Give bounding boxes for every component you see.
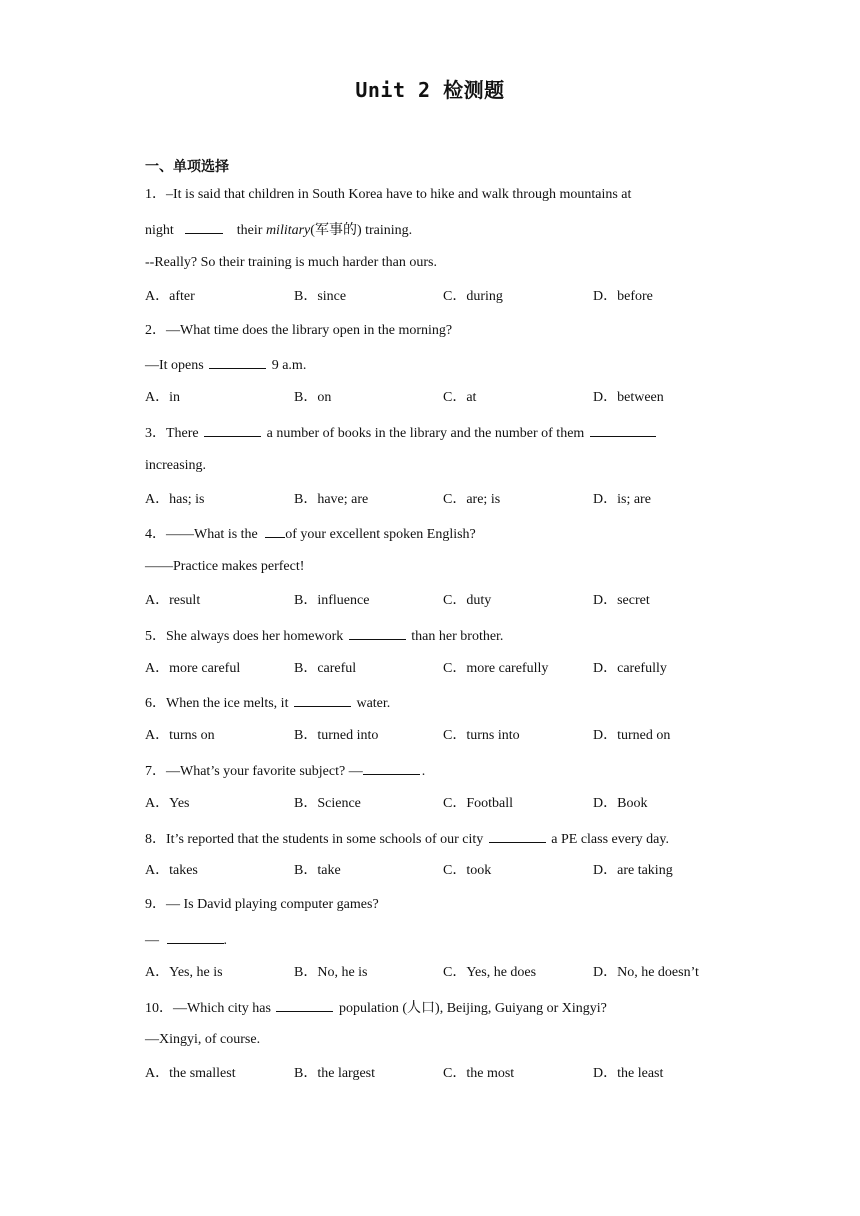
question-5-text-b: than her brother. bbox=[407, 629, 504, 644]
question-6-text-b: water. bbox=[352, 696, 391, 711]
question-10-line-2: —Xingyi, of course. bbox=[145, 1032, 261, 1047]
question-8-option-d: D．are taking bbox=[593, 863, 673, 878]
question-3-line-1 bbox=[145, 422, 658, 444]
question-7-text-b: . bbox=[421, 764, 426, 779]
question-1-line-2 bbox=[145, 219, 412, 241]
question-6-option-d: D．turned on bbox=[593, 728, 671, 743]
question-8-option-b: B．take bbox=[294, 863, 341, 878]
question-5-option-d: D．carefully bbox=[593, 661, 667, 676]
question-2-line-2 bbox=[145, 354, 306, 376]
question-1-option-b: B．since bbox=[294, 289, 347, 304]
question-3-option-c: C．are; is bbox=[443, 492, 501, 507]
question-2-option-c: C．at bbox=[443, 390, 477, 405]
answer-blank bbox=[185, 219, 223, 234]
question-10-option-c: C．the most bbox=[443, 1066, 515, 1081]
question-2-text-a: —It opens bbox=[145, 358, 208, 373]
question-4-line-2: ——Practice makes perfect! bbox=[145, 559, 305, 574]
question-6-line-1 bbox=[145, 692, 390, 714]
question-10-option-a: A．the smallest bbox=[145, 1066, 236, 1081]
question-9-option-d: D．No, he doesn’t bbox=[593, 965, 699, 980]
question-6-option-a: A．turns on bbox=[145, 728, 215, 743]
answer-blank bbox=[590, 422, 656, 437]
page-title: Unit 2 检测题 bbox=[355, 78, 505, 102]
answer-blank bbox=[363, 760, 420, 775]
question-2-option-a: A．in bbox=[145, 390, 180, 405]
question-9-option-c: C．Yes, he does bbox=[443, 965, 537, 980]
question-8-text-a: 8．It’s reported that the students in some schools of our city bbox=[145, 832, 487, 847]
question-3-option-a: A．has; is bbox=[145, 492, 205, 507]
question-8-option-c: C．took bbox=[443, 863, 492, 878]
question-8-option-a: A．takes bbox=[145, 863, 198, 878]
question-4-option-d: D．secret bbox=[593, 593, 650, 608]
question-2-option-b: B．on bbox=[294, 390, 332, 405]
question-10-line-1 bbox=[145, 997, 607, 1019]
question-5-line-1 bbox=[145, 625, 503, 647]
question-9-text-a: — bbox=[145, 933, 163, 948]
question-6-text-a: 6．When the ice melts, it bbox=[145, 696, 292, 711]
question-9-option-a: A．Yes, he is bbox=[145, 965, 223, 980]
question-1-line-3: --Really? So their training is much harder than ours. bbox=[145, 255, 437, 270]
question-1-line-1: 1．–It is said that children in South Korea have to hike and walk through mountains at bbox=[145, 187, 632, 202]
question-5-option-c: C．more carefully bbox=[443, 661, 549, 676]
question-4-option-a: A．result bbox=[145, 593, 201, 608]
question-2-text-b: 9 a.m. bbox=[268, 358, 307, 373]
question-3-option-b: B．have; are bbox=[294, 492, 369, 507]
question-4-text-a: 4．——What is the bbox=[145, 527, 262, 542]
question-1-text-their: their bbox=[236, 223, 263, 238]
question-1-text-military: military bbox=[265, 223, 311, 238]
question-5-text-a: 5．She always does her homework bbox=[145, 629, 347, 644]
question-6-option-c: C．turns into bbox=[443, 728, 520, 743]
question-5-option-b: B．careful bbox=[294, 661, 357, 676]
question-10-option-b: B．the largest bbox=[294, 1066, 376, 1081]
answer-blank bbox=[209, 354, 266, 369]
question-7-option-c: C．Football bbox=[443, 796, 514, 811]
answer-blank bbox=[167, 929, 224, 944]
question-4-line-1 bbox=[145, 523, 476, 545]
question-1-option-d: D．before bbox=[593, 289, 653, 304]
question-2-option-d: D．between bbox=[593, 390, 664, 405]
question-1-option-c: C．during bbox=[443, 289, 503, 304]
section-heading: 一、单项选择 bbox=[145, 159, 229, 175]
answer-blank bbox=[265, 523, 285, 538]
question-5-option-a: A．more careful bbox=[145, 661, 241, 676]
question-10-option-d: D．the least bbox=[593, 1066, 664, 1081]
question-4-option-c: C．duty bbox=[443, 593, 492, 608]
answer-blank bbox=[349, 625, 406, 640]
question-1-text-night: night bbox=[145, 223, 174, 238]
answer-blank bbox=[276, 997, 333, 1012]
answer-blank bbox=[294, 692, 351, 707]
question-9-text-b: . bbox=[223, 933, 227, 948]
answer-blank bbox=[204, 422, 261, 437]
question-9-line-1: 9．— Is David playing computer games? bbox=[145, 897, 379, 912]
question-7-option-d: D．Book bbox=[593, 796, 648, 811]
question-3-text-b: a number of books in the library and the number of them bbox=[263, 426, 588, 441]
question-6-option-b: B．turned into bbox=[294, 728, 379, 743]
question-3-option-d: D．is; are bbox=[593, 492, 651, 507]
question-4-text-b: of your excellent spoken English? bbox=[285, 527, 476, 542]
question-4-option-b: B．influence bbox=[294, 593, 370, 608]
question-7-line-1 bbox=[145, 760, 425, 782]
question-1-text-gloss: (军事的) training. bbox=[310, 223, 413, 238]
question-1-option-a: A．after bbox=[145, 289, 195, 304]
answer-blank bbox=[489, 828, 546, 843]
question-2-line-1: 2．—What time does the library open in the morning? bbox=[145, 323, 453, 338]
question-9-option-b: B．No, he is bbox=[294, 965, 368, 980]
question-7-text-a: 7．—What’s your favorite subject? — bbox=[145, 764, 363, 779]
question-7-option-a: A．Yes bbox=[145, 796, 190, 811]
question-10-text-b: population (人口), Beijing, Guiyang or Xingyi? bbox=[335, 1001, 607, 1016]
question-7-option-b: B．Science bbox=[294, 796, 361, 811]
question-8-text-b: a PE class every day. bbox=[547, 832, 669, 847]
question-10-text-a: 10．—Which city has bbox=[145, 1001, 275, 1016]
question-8-line-1 bbox=[145, 828, 669, 850]
question-9-line-2 bbox=[145, 929, 227, 951]
question-3-text-a: 3．There bbox=[145, 426, 203, 441]
question-3-line-2: increasing. bbox=[145, 458, 207, 473]
